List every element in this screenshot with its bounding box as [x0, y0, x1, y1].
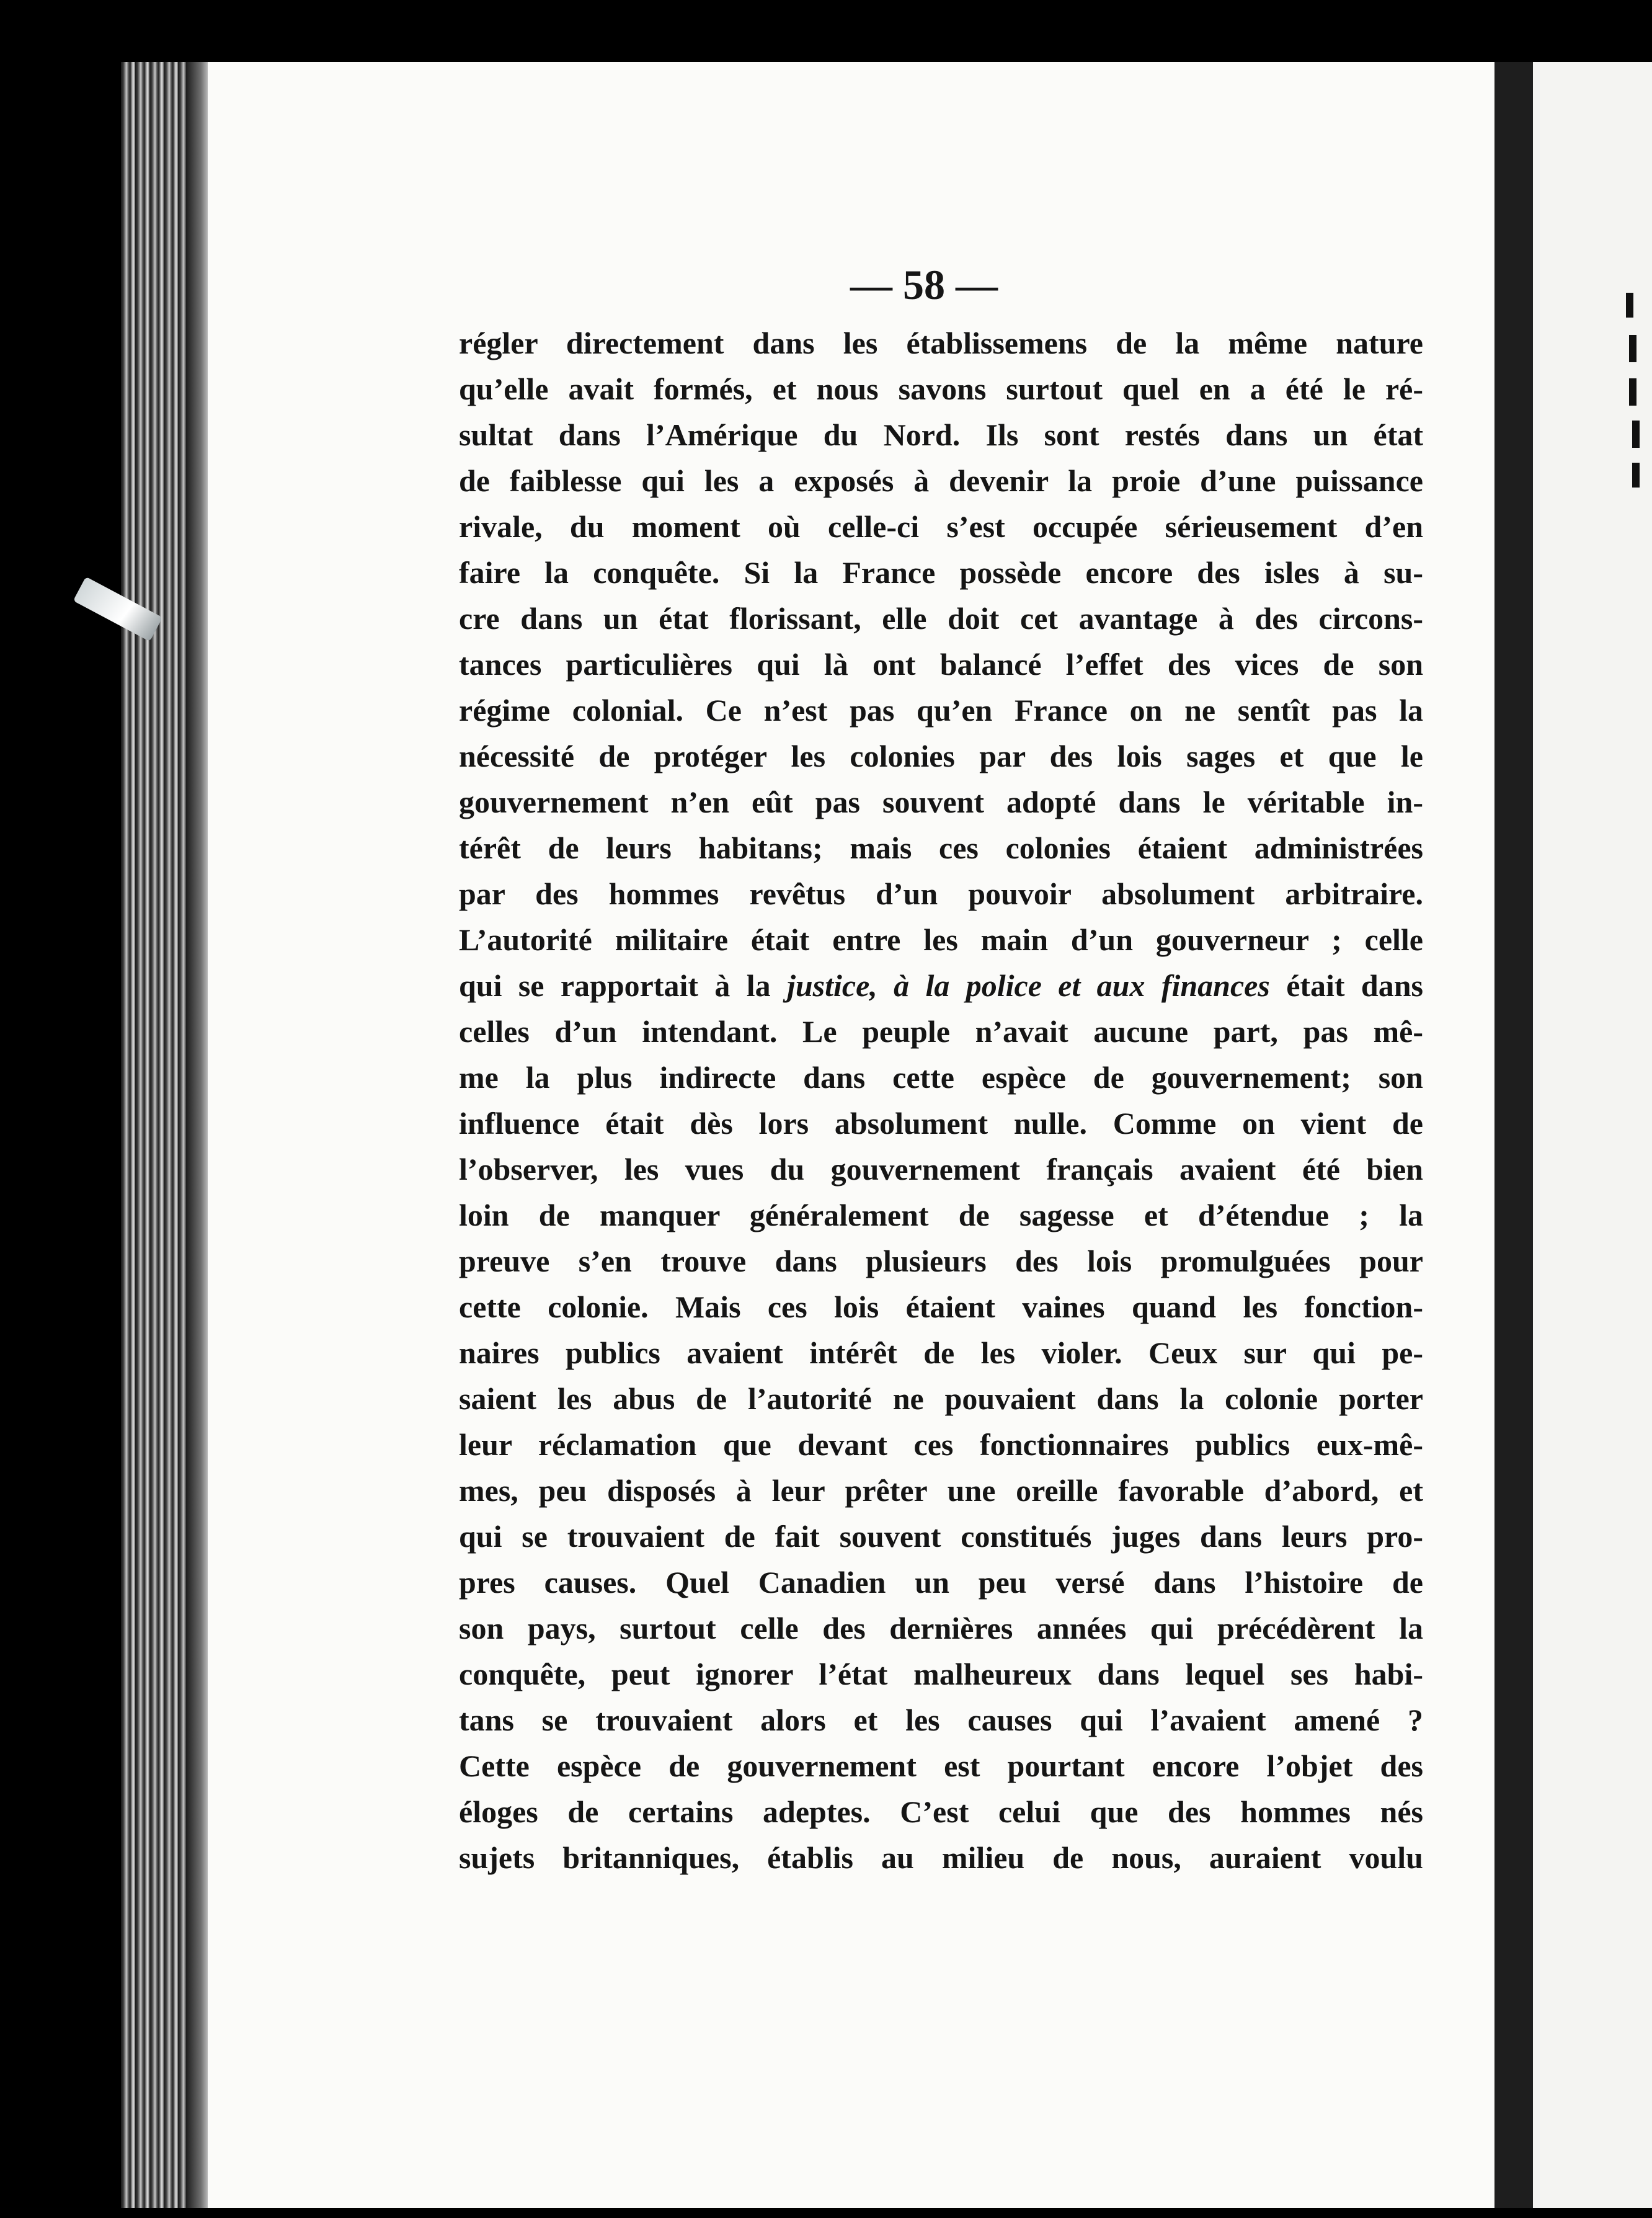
text-line-8: tances particulières qui là ont balancé l’effet des vices de son — [459, 647, 1423, 682]
text-line-24: saient les abus de l’autorité ne pouvaient dans la colonie porter — [459, 1381, 1423, 1416]
gutter-shadow — [186, 62, 211, 2208]
text-line-15-start: qui se rapportait à la — [459, 968, 787, 1003]
text-line-3: sultat dans l’Amérique du Nord. Ils sont restés dans un état — [459, 417, 1423, 452]
text-line-14: L’autorité militaire était entre les main d’un gouverneur ; celle — [459, 922, 1423, 957]
text-line-30: conquête, peut ignorer l’état malheureux dans lequel ses habi- — [459, 1657, 1423, 1691]
facing-page-glyph — [1632, 463, 1640, 488]
text-line-32: Cette espèce de gouvernement est pourtant encore l’objet des — [459, 1748, 1423, 1783]
text-line-22: cette colonie. Mais ces lois étaient vaines quand les fonction- — [459, 1289, 1423, 1324]
text-line-10: nécessité de protéger les colonies par des lois sages et que le — [459, 739, 1423, 773]
text-line-1: régler directement dans les établissemens de la même nature — [459, 326, 1423, 360]
facing-page-glyph — [1626, 293, 1633, 318]
page-number: — 58 — — [850, 261, 998, 308]
text-line-11: gouvernement n’en eût pas souvent adopté dans le véritable in- — [459, 785, 1423, 819]
text-line-12: térêt de leurs habitans; mais ces colonies étaient administrées — [459, 831, 1423, 865]
text-line-4: de faiblesse qui les a exposés à devenir la proie d’une puissance — [459, 463, 1423, 498]
text-line-18: influence était dès lors absolument nulle. Comme on vient de — [459, 1106, 1423, 1141]
text-line-26: mes, peu disposés à leur prêter une oreille favorable d’abord, et — [459, 1473, 1423, 1508]
text-line-31: tans se trouvaient alors et les causes qui l’avaient amené ? — [459, 1703, 1423, 1737]
text-line-25: leur réclamation que devant ces fonctionnaires publics eux-mê- — [459, 1427, 1423, 1462]
text-line-29: son pays, surtout celle des dernières années qui précédèrent la — [459, 1611, 1423, 1646]
text-line-5: rivale, du moment où celle-ci s’est occupée sérieusement d’en — [459, 509, 1423, 544]
text-line-34: sujets britanniques, établis au milieu de nous, auraient voulu — [459, 1840, 1423, 1875]
text-line-21: preuve s’en trouve dans plusieurs des lois promulguées pour — [459, 1244, 1423, 1278]
text-line-15 — [459, 963, 1423, 1009]
text-line-27: qui se trouvaient de fait souvent constitués juges dans leurs pro- — [459, 1519, 1423, 1554]
facing-page-glyph — [1632, 421, 1640, 448]
text-line-33: éloges de certains adeptes. C’est celui que des hommes nés — [459, 1794, 1423, 1829]
body-text — [459, 320, 1423, 1881]
italic-phrase: justice, à la police et aux finances — [786, 968, 1270, 1003]
page-edge-shadow — [1494, 62, 1533, 2208]
text-line-28: pres causes. Quel Canadien un peu versé dans l’histoire de — [459, 1565, 1423, 1600]
text-line-2: qu’elle avait formés, et nous savons surtout quel en a été le ré- — [459, 372, 1423, 406]
text-line-17: me la plus indirecte dans cette espèce de gouvernement; son — [459, 1060, 1423, 1095]
text-line-6: faire la conquête. Si la France possède encore des isles à su- — [459, 555, 1423, 590]
text-line-7: cre dans un état florissant, elle doit cet avantage à des circons- — [459, 601, 1423, 636]
text-line-16: celles d’un intendant. Le peuple n’avait aucune part, pas mê- — [459, 1014, 1423, 1049]
text-line-20: loin de manquer généralement de sagesse et d’étendue ; la — [459, 1198, 1423, 1232]
facing-page-glyph — [1629, 335, 1636, 362]
facing-page-glyph — [1629, 378, 1636, 406]
text-line-9: régime colonial. Ce n’est pas qu’en France on ne sentît pas la — [459, 693, 1423, 728]
facing-page-edge — [1533, 62, 1652, 2208]
text-line-23: naires publics avaient intérêt de les violer. Ceux sur qui pe- — [459, 1335, 1423, 1370]
text-line-19: l’observer, les vues du gouvernement français avaient été bien — [459, 1152, 1423, 1187]
text-line-15-end: était dans — [1269, 968, 1423, 1003]
text-line-13: par des hommes revêtus d’un pouvoir absolument arbitraire. — [459, 876, 1423, 911]
